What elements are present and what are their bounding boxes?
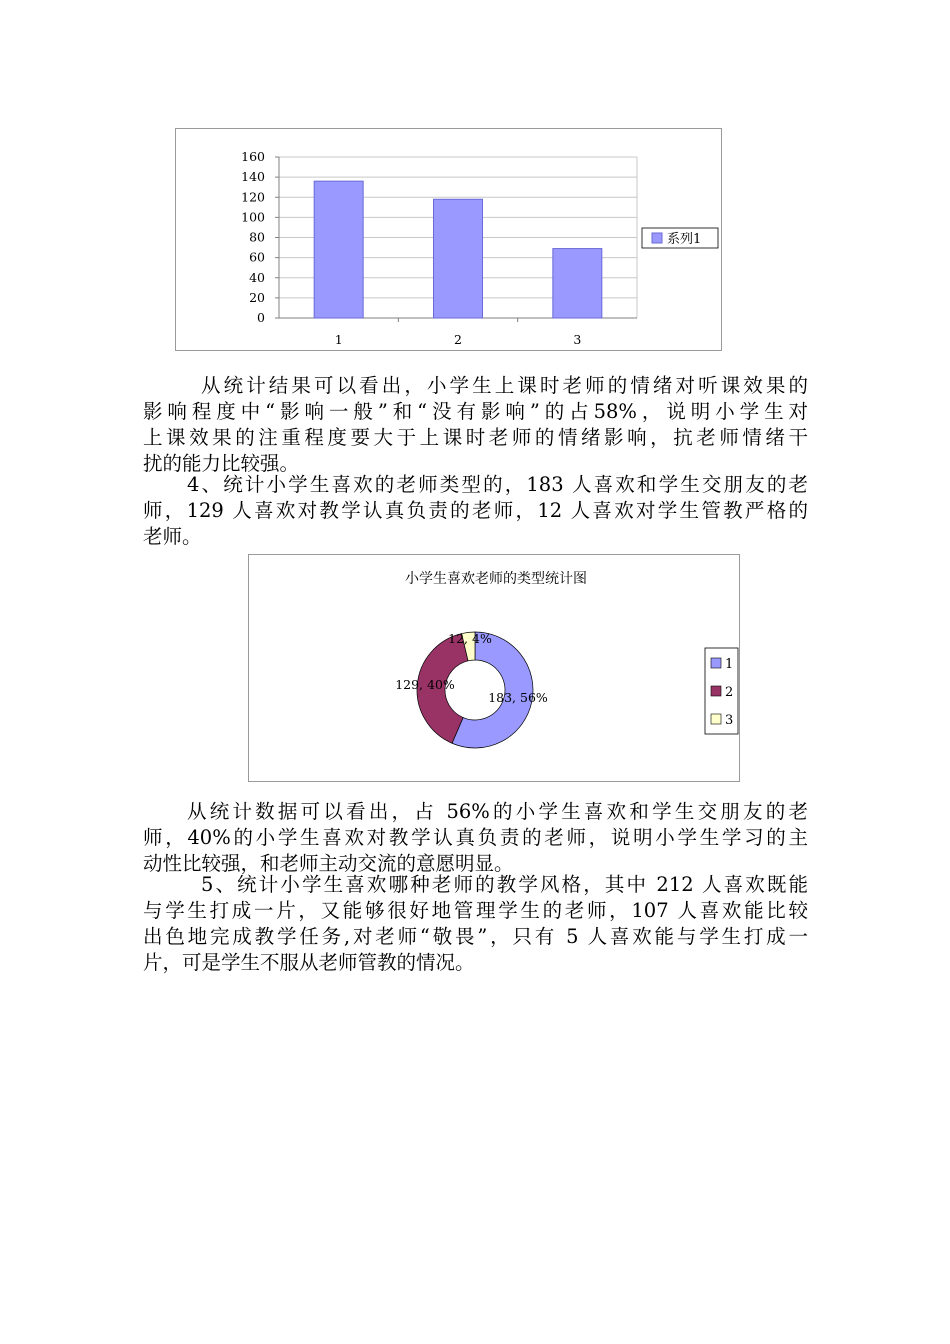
paragraph-3 — [143, 799, 808, 877]
paragraph-1 — [143, 373, 808, 477]
bar-chart — [175, 128, 722, 351]
y-tick-label: 120 — [241, 189, 265, 205]
paragraph-3-line-2: 师，40%的小学生喜欢对教学认真负责的老师，说明小学生学习的主 — [143, 826, 808, 849]
doughnut-data-label-1: 183, 56% — [488, 690, 548, 705]
paragraph-4-line-3: 出色地完成教学任务,对老师“敬畏”，只有 5 人喜欢能与学生打成一 — [143, 925, 808, 948]
doughnut-chart — [248, 554, 740, 782]
paragraph-4 — [143, 872, 808, 976]
doughnut-chart-svg — [249, 555, 739, 781]
legend-label-2: 2 — [725, 685, 734, 700]
paragraph-3-line-1: 从统计数据可以看出，占 56%的小学生喜欢和学生交朋友的老 — [187, 800, 808, 823]
x-tick-label: 3 — [573, 332, 582, 347]
paragraph-4-line-2: 与学生打成一片，又能够很好地管理学生的老师，107 人喜欢能比较 — [143, 899, 808, 922]
bar-3 — [553, 249, 602, 318]
legend-swatch-series-1 — [652, 233, 662, 243]
y-tick-label: 80 — [249, 229, 265, 245]
bar-2 — [434, 199, 483, 318]
doughnut-data-label-3: 12, 4% — [448, 631, 492, 646]
paragraph-3-line-3: 动性比较强，和老师主动交流的意愿明显。 — [143, 852, 514, 875]
legend-swatch-3 — [711, 714, 721, 724]
doughnut-chart-title: 小学生喜欢老师的类型统计图 — [405, 571, 587, 587]
paragraph-4-line-1: 5、统计小学生喜欢哪种老师的教学风格，其中 212 人喜欢既能 — [201, 873, 808, 896]
x-tick-label: 2 — [454, 332, 462, 347]
paragraph-4-line-4: 片，可是学生不服从老师管教的情况。 — [143, 951, 475, 974]
paragraph-2-line-2: 师，129 人喜欢对教学认真负责的老师，12 人喜欢对学生管教严格的 — [143, 499, 808, 522]
y-tick-label: 40 — [249, 269, 265, 285]
y-tick-label: 100 — [241, 209, 265, 225]
y-tick-label: 20 — [249, 289, 265, 305]
legend-label-series-1: 系列1 — [667, 232, 702, 247]
legend-swatch-2 — [711, 686, 721, 696]
doughnut-data-label-2: 129, 40% — [395, 677, 455, 692]
y-tick-label: 0 — [257, 310, 265, 325]
y-tick-label: 140 — [241, 169, 265, 185]
bar-1 — [314, 181, 363, 318]
y-tick-label: 60 — [249, 249, 265, 265]
doughnut-chart-legend — [705, 648, 738, 734]
legend-swatch-1 — [711, 658, 721, 668]
paragraph-1-line-3: 上课效果的注重程度要大于上课时老师的情绪影响，抗老师情绪干 — [143, 426, 808, 449]
paragraph-2-line-1: 4、统计小学生喜欢的老师类型的，183 人喜欢和学生交朋友的老 — [187, 473, 808, 496]
paragraph-2-line-3: 老师。 — [143, 525, 202, 548]
legend-label-1: 1 — [725, 657, 734, 672]
x-tick-label: 1 — [334, 332, 343, 347]
paragraph-2 — [143, 472, 808, 550]
legend-label-3: 3 — [725, 713, 734, 728]
paragraph-1-line-2: 影响程度中“影响一般”和“没有影响”的占58%，说明小学生对 — [143, 400, 808, 423]
paragraph-1-line-4: 扰的能力比较强。 — [143, 452, 300, 475]
bar-chart-legend — [642, 228, 718, 248]
bar-chart-svg — [176, 129, 721, 350]
y-tick-label: 160 — [241, 149, 265, 164]
paragraph-1-line-1: 从统计结果可以看出，小学生上课时老师的情绪对听课效果的 — [201, 374, 808, 397]
